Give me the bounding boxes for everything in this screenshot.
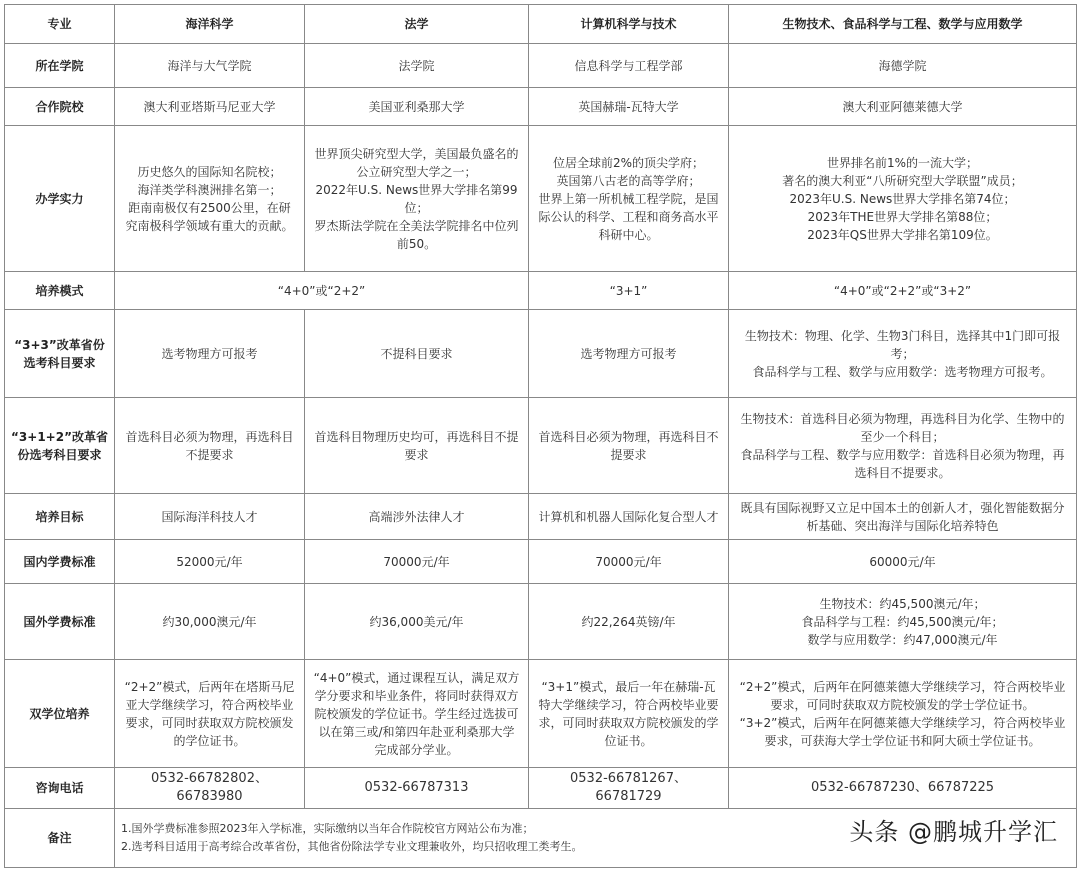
domestic-fee-cell: 70000元/年 (305, 540, 529, 584)
dual-degree-label: 双学位培养 (5, 660, 115, 768)
college-cell: 法学院 (305, 44, 529, 88)
mode-cell: “4+0”或“2+2”或“3+2” (729, 272, 1077, 310)
req33-cell: 选考物理方可报考 (529, 310, 729, 398)
college-cell: 海德学院 (729, 44, 1077, 88)
mode-cell: “3+1” (529, 272, 729, 310)
phone-cell: 0532-66782802、66783980 (115, 768, 305, 809)
dual-degree-cell: “3+1”模式，最后一年在赫瑞-瓦特大学继续学习，符合两校毕业要求，可同时获取双方院校颁发的学位证书。 (529, 660, 729, 768)
req312-cell: 首选科目物理历史均可，再选科目不提要求 (305, 398, 529, 494)
program-table (4, 4, 1077, 868)
dual-degree-cell: “2+2”模式，后两年在阿德莱德大学继续学习，符合两校毕业要求，可同时获取双方院校颁发的学士学位证书。 “3+2”模式，后两年在阿德莱德大学继续学习，符合两校毕业要求，可获海大学士学位证书和阿大硕士学位证书。 (729, 660, 1077, 768)
partner-cell: 英国赫瑞-瓦特大学 (529, 88, 729, 126)
header-major-2: 法学 (305, 5, 529, 44)
mode-row (5, 272, 1077, 310)
domestic-fee-row (5, 540, 1077, 584)
header-major-4: 生物技术、食品科学与工程、数学与应用数学 (729, 5, 1077, 44)
phone-cell: 0532-66781267、66781729 (529, 768, 729, 809)
req312-row (5, 398, 1077, 494)
domestic-fee-cell: 52000元/年 (115, 540, 305, 584)
strength-cell: 世界顶尖研究型大学，美国最负盛名的公立研究型大学之一； 2022年U.S. News世界大学排名第99位； 罗杰斯法学院在全美法学院排名中位列前50。 (305, 126, 529, 272)
req312-cell: 生物技术：首选科目必须为物理，再选科目为化学、生物中的至少一个科目； 食品科学与工程、数学与应用数学：首选科目必须为物理，再选科目不提要求。 (729, 398, 1077, 494)
notes-label: 备注 (5, 809, 115, 868)
college-cell: 海洋与大气学院 (115, 44, 305, 88)
domestic-fee-cell: 60000元/年 (729, 540, 1077, 584)
foreign-fee-cell: 约36,000美元/年 (305, 584, 529, 660)
strength-row (5, 126, 1077, 272)
req312-label: “3+1+2”改革省份选考科目要求 (5, 398, 115, 494)
goal-cell: 高端涉外法律人才 (305, 494, 529, 540)
phone-label: 咨询电话 (5, 768, 115, 809)
mode-cell: “4+0”或“2+2” (115, 272, 529, 310)
header-row (5, 5, 1077, 44)
phone-cell: 0532-66787313 (305, 768, 529, 809)
req33-cell: 生物技术：物理、化学、生物3门科目，选择其中1门即可报考； 食品科学与工程、数学与应用数学：选考物理方可报考。 (729, 310, 1077, 398)
partner-label: 合作院校 (5, 88, 115, 126)
note-line-2: 2.选考科目适用于高考综合改革省份，其他省份除法学专业文理兼收外，均只招收理工类考生。 (121, 840, 583, 853)
req33-cell: 不提科目要求 (305, 310, 529, 398)
foreign-fee-cell: 生物技术：约45,500澳元/年； 食品科学与工程：约45,500澳元/年； 数学与应用数学：约47,000澳元/年 (729, 584, 1077, 660)
dual-degree-row (5, 660, 1077, 768)
domestic-fee-label: 国内学费标准 (5, 540, 115, 584)
strength-cell: 世界排名前1%的一流大学； 著名的澳大利亚“八所研究型大学联盟”成员； 2023年U.S. News世界大学排名第74位； 2023年THE世界大学排名第88位； 2023年QS世界大学排名第109位。 (729, 126, 1077, 272)
goal-row (5, 494, 1077, 540)
mode-label: 培养模式 (5, 272, 115, 310)
strength-cell: 位居全球前2%的顶尖学府； 英国第八古老的高等学府； 世界上第一所机械工程学院，是国际公认的科学、工程和商务高水平科研中心。 (529, 126, 729, 272)
goal-label: 培养目标 (5, 494, 115, 540)
foreign-fee-cell: 约22,264英镑/年 (529, 584, 729, 660)
header-label: 专业 (5, 5, 115, 44)
domestic-fee-cell: 70000元/年 (529, 540, 729, 584)
foreign-fee-row (5, 584, 1077, 660)
phone-row (5, 768, 1077, 809)
college-row (5, 44, 1077, 88)
header-major-1: 海洋科学 (115, 5, 305, 44)
goal-cell: 国际海洋科技人才 (115, 494, 305, 540)
strength-label: 办学实力 (5, 126, 115, 272)
strength-cell: 历史悠久的国际知名院校； 海洋类学科澳洲排名第一； 距南南极仅有2500公里，在研究南极科学领域有重大的贡献。 (115, 126, 305, 272)
partner-row (5, 88, 1077, 126)
partner-cell: 澳大利亚塔斯马尼亚大学 (115, 88, 305, 126)
college-label: 所在学院 (5, 44, 115, 88)
req33-row (5, 310, 1077, 398)
header-major-3: 计算机科学与技术 (529, 5, 729, 44)
dual-degree-cell: “2+2”模式，后两年在塔斯马尼亚大学继续学习，符合两校毕业要求，可同时获取双方院校颁发的学位证书。 (115, 660, 305, 768)
req312-cell: 首选科目必须为物理，再选科目不提要求 (529, 398, 729, 494)
foreign-fee-label: 国外学费标准 (5, 584, 115, 660)
goal-cell: 计算机和机器人国际化复合型人才 (529, 494, 729, 540)
watermark: 头条 @鹏城升学汇 (849, 818, 1058, 846)
foreign-fee-cell: 约30,000澳元/年 (115, 584, 305, 660)
req33-cell: 选考物理方可报考 (115, 310, 305, 398)
note-line-1: 1.国外学费标准参照2023年入学标准，实际缴纳以当年合作院校官方网站公布为准； (121, 822, 534, 835)
req312-cell: 首选科目必须为物理，再选科目不提要求 (115, 398, 305, 494)
dual-degree-cell: “4+0”模式，通过课程互认，满足双方学分要求和毕业条件，将同时获得双方院校颁发的学位证书。学生经过选拔可以在第三或/和第四年赴亚利桑那大学完成部分学业。 (305, 660, 529, 768)
college-cell: 信息科学与工程学部 (529, 44, 729, 88)
partner-cell: 澳大利亚阿德莱德大学 (729, 88, 1077, 126)
phone-cell: 0532-66787230、66787225 (729, 768, 1077, 809)
partner-cell: 美国亚利桑那大学 (305, 88, 529, 126)
goal-cell: 既具有国际视野又立足中国本土的创新人才，强化智能数据分析基础、突出海洋与国际化培养特色 (729, 494, 1077, 540)
req33-label: “3+3”改革省份选考科目要求 (5, 310, 115, 398)
